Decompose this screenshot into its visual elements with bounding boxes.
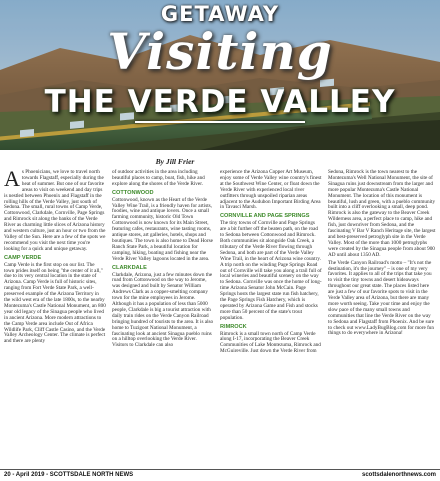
article-column-4 bbox=[328, 170, 436, 339]
byline: By Jill Frier bbox=[155, 157, 195, 166]
website-link[interactable]: scottsdalenorthnews.com bbox=[361, 472, 436, 478]
section-heading: CORNVILLE AND PAGE SPRINGS bbox=[220, 213, 310, 220]
hero-photo-banner bbox=[0, 0, 440, 150]
body-paragraph: of outdoor activities in the area including beautiful places to camp, boat, fish, hike and explore along the shores of the Verde River. bbox=[112, 169, 205, 187]
article-column-1 bbox=[4, 166, 106, 347]
lead-text: s Phoenicians, we love to travel north towards Flagstaff, especially during the heat of summer. But one of our favorite areas to visit on weekend and day trips is nestled between Phoenix and Flagstaff in the rolling hills of the Verde Valley, just south of Sedona. The small, rural towns of Camp Verde, Cottonwood, Clarkdale, Cornville, Page Springs and Rimrock sit along the banks of the Verde River as charming little slices of Arizona history and western culture, just an hour or two from the Valley of the Sun. Here are a few of the spots we recommend you visit the next time you're looking for a quick and unique getaway. bbox=[4, 169, 106, 252]
section-heading: RIMROCK bbox=[220, 323, 247, 330]
section-heading: CLARKDALE bbox=[112, 264, 147, 271]
article-column-2 bbox=[112, 170, 214, 351]
body-paragraph: Camp Verde is the first stop on our list. The town prides itself on being "the center of it all," due to its very central location in the state of Arizona. Camp Verde is full of historic sites, ranging from Fort Verde State Park, a well-preserved example of the Arizona Territory in the wild west era of the late 1800s, to the nearby Montezuma's Castle National Monument, an 800 year old legacy of the Sinagua people who lived in ancient Arizona. More modern attractions to the Camp Verde area include Out of Africa Wildlife Park, Cliff Castle Casino, and the Verde Valley Archeology Center. The climate is perfect and there are plenty bbox=[4, 261, 106, 345]
body-paragraph: Sedona, Rimrock is the town nearest to the Montezuma's Well National Monument, the site of Sinagua ruins just downstream from the larger and more popular Montezuma's Castle National Monument. The location of this monument is beautiful, lush and green, with a pueblo community built into a cliff overlooking a small, deep pond. Rimrock is also the gateway to the Beaver Creek Wilderness area, a perfect place to camp, hike and fish, just downriver from Sedona, and the fascinating V Bar V Ranch Heritage site, the largest and best-preserved petroglyph site in the Verde Valley. Most of the more than 1000 petroglyphs were created by the Sinagua people from about 900 AD until about 1350 AD. bbox=[328, 169, 436, 258]
body-paragraph: Clarkdale, Arizona, just a few minutes down the road from Cottonwood on the way to Jerome, was designed and built by Senator William Andrews Clark as a copper-smelting company town for the mine employees in Jerome. Although it has a population of less than 5000 people, Clarkdale is big a tourist attraction with daily train rides on the Verde Canyon Railroad bringing hundred of tourists to the area. It is also home to Tuzigoot National Monument, a fascinating look at ancient Sinagua pueblo ruins on a hilltop overlooking the Verde River. Visitors to Clarkdale can also bbox=[112, 271, 214, 349]
lead-paragraph bbox=[4, 166, 106, 253]
section-heading: COTTONWOOD bbox=[112, 189, 154, 196]
body-paragraph: Rimrock is a small town north of Camp Verde along I-17, incorporating the Beaver Creek Communities of Lake Montezuma, Rimrock and McGuireville. Just down the Verde River from bbox=[220, 330, 321, 355]
body-paragraph: The tiny towns of Cornville and Page Springs are a bit further off the beaten path, on the road to Sedona between Cottonwood and Rimrock. Both communities sit alongside Oak Creek, a tributary of the Verde River flowing through Sedona, and both are part of the Verde Valley Wine Trail, in the heart of Arizona wine country. A trip north on the winding Page Springs Road out of Cornville will take you along a trail full of local wineries and beautiful scenery on the way to Sedona. Cornville was once the home of long-time Arizona Senator John McCain. Page Springs hosts the largest state run fish hatchery, the Page Springs Fish Hatchery, which is operated by Arizona Game and Fish and stocks more than 50 percent of the state's trout population. bbox=[220, 220, 322, 321]
folio: 20 - April 2019 - SCOTTSDALE NORTH NEWS bbox=[4, 472, 134, 478]
headline-underline bbox=[135, 121, 305, 123]
headline-block: THE VERDE VALLEY bbox=[44, 84, 396, 120]
section-heading: CAMP VERDE bbox=[4, 254, 42, 261]
section-kicker: GETAWAY bbox=[160, 2, 280, 26]
body-paragraph: The Verde Canyon Railroad's motto – "It's not the destination, it's the journey" – is one of my very favorites. It applies to all of the trips that take you to visit the tiny towns and desert hideaways throughout our great state. The places listed here are just a few of our favorite spots to visit in the Verde Valley area of Arizona, but there are many more worth seeing. Take your time and enjoy the slow pace of the many small towns and communities that line the Verde River on the way to Sedona and Flagstaff from Phoenix. And be sure to check out www.LadyBugBlog.com for more fun things to do everywhere in Arizona! bbox=[328, 259, 435, 337]
page-footer bbox=[0, 469, 440, 481]
body-paragraph: experience the Arizona Copper Art Museum, enjoy some of Verde Valley wine country's finest at the Southwest Wine Center, or float down the Verde River with experienced local river outfitters through unspoiled riparian areas adjacent to the Audubon Important Birding Area in Tavasci Marsh. bbox=[220, 169, 322, 211]
article-column-3 bbox=[220, 170, 322, 357]
drop-cap: A bbox=[4, 166, 20, 191]
body-paragraph: Cottonwood, known as the Heart of the Verde Valley Wine Trail, is a friendly haven for artists, foodies, wine and antique lovers. Once a small farming community, historic Old Town Cottonwood is now known for its Main Street, featuring cafes, restaurants, wine tasting rooms, antique stores, art galleries, hotels, shops and boutiques. The town is also home to Dead Horse Ranch State Park, a beautiful location for camping, hiking, boating and fishing near the Verde River Valley lagoons located in the area. bbox=[112, 196, 213, 262]
headline-script: Visiting bbox=[107, 22, 333, 81]
